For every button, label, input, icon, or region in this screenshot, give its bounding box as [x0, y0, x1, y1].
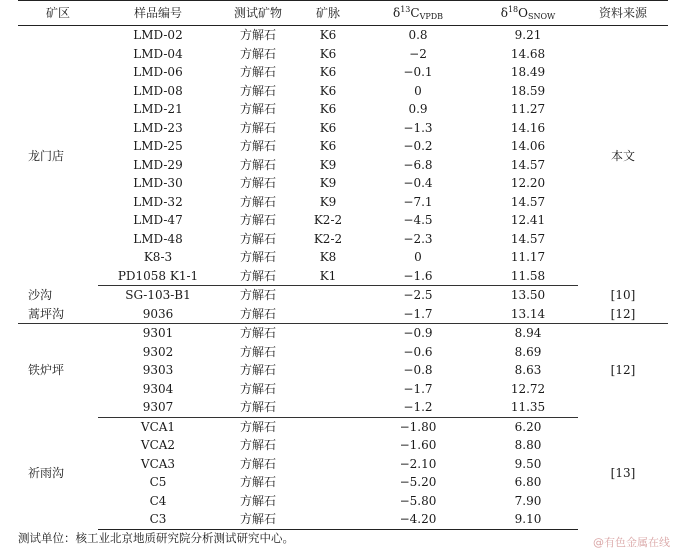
- d18o-cell: 18.49: [510, 65, 546, 79]
- vein-cell: K6: [319, 102, 337, 116]
- d18o-cell: 7.90: [514, 493, 542, 508]
- mineral-cell: 方解石: [239, 213, 276, 227]
- vein-cell: K6: [319, 28, 337, 42]
- table-row: [18, 137, 668, 156]
- region-cell: 蒿坪沟: [18, 305, 98, 324]
- d13c-cell: −1.7: [358, 305, 478, 324]
- table-row: [18, 156, 668, 175]
- table-row: [18, 473, 668, 492]
- d13c-cell: −2: [409, 46, 427, 61]
- table-row: [18, 26, 668, 45]
- mineral-cell: 方解石: [239, 419, 276, 434]
- sample-cell: 9301: [142, 326, 174, 340]
- element-symbol: O: [518, 6, 528, 20]
- sample-cell: VCA3: [140, 456, 176, 471]
- d13c-cell: −0.1: [403, 65, 433, 79]
- header-sample: 样品编号: [98, 1, 218, 26]
- sample-cell: LMD-30: [133, 176, 183, 190]
- vein-cell: [298, 361, 358, 380]
- table-row: [18, 45, 668, 64]
- table-row: [18, 380, 668, 399]
- mineral-cell: 方解石: [239, 475, 276, 489]
- mineral-cell: 方解石: [239, 102, 276, 116]
- header-vein: 矿脉: [298, 1, 358, 26]
- d18o-cell: 14.57: [510, 157, 546, 172]
- d18o-cell: 8.63: [514, 363, 542, 377]
- delta-symbol: δ: [392, 6, 401, 20]
- table-row: [18, 119, 668, 138]
- vein-cell: [298, 510, 358, 529]
- mineral-cell: 方解石: [239, 456, 276, 471]
- d13c-cell: −0.6: [403, 344, 433, 359]
- mineral-cell: 方解石: [239, 326, 276, 340]
- region-cell: 铁炉坪: [28, 363, 65, 378]
- vein-cell: K6: [319, 46, 337, 61]
- mineral-cell: 方解石: [239, 231, 276, 246]
- region-cell: 沙沟: [28, 287, 53, 302]
- d13c-cell: −0.4: [403, 176, 433, 190]
- d18o-cell: 13.14: [478, 305, 578, 324]
- table-row: [18, 174, 668, 193]
- table-row: [18, 193, 668, 212]
- vein-cell: K1: [298, 267, 358, 286]
- sample-cell: LMD-48: [133, 231, 183, 246]
- mineral-cell: 方解石: [218, 398, 298, 417]
- mineral-cell: 方解石: [239, 139, 276, 153]
- sample-cell: LMD-47: [133, 213, 183, 227]
- mineral-cell: 方解石: [239, 157, 276, 172]
- mineral-cell: 方解石: [239, 120, 276, 135]
- sample-cell: PD1058 K1-1: [98, 267, 218, 286]
- d18o-cell: 13.50: [510, 288, 546, 302]
- vein-cell: K6: [319, 139, 337, 153]
- sample-cell: VCA2: [140, 438, 176, 452]
- footnote: 测试单位：核工业北京地质研究院分析测试研究中心。: [18, 531, 294, 545]
- header-mineral: 测试矿物: [218, 1, 298, 26]
- sample-cell: 9303: [142, 363, 174, 377]
- vein-cell: K8: [319, 250, 337, 264]
- isotope-table: [18, 0, 668, 530]
- vein-cell: [298, 436, 358, 455]
- d18o-cell: 14.57: [510, 231, 546, 246]
- d18o-cell: 9.10: [478, 510, 578, 529]
- vein-cell: [298, 380, 358, 399]
- d13c-cell: −1.60: [399, 438, 437, 452]
- header-row: [18, 1, 668, 26]
- d18o-cell: 12.20: [510, 176, 546, 190]
- mineral-cell: 方解石: [239, 176, 276, 190]
- d13c-cell: −5.80: [399, 493, 437, 508]
- mineral-cell: 方解石: [239, 65, 276, 79]
- vein-cell: K6: [319, 120, 337, 135]
- d18o-cell: 14.16: [510, 120, 546, 135]
- table-row: [18, 286, 668, 305]
- source-cell: [12]: [610, 363, 636, 378]
- table-row: [18, 361, 668, 380]
- table-header: [18, 1, 668, 26]
- d18o-cell: 14.68: [510, 46, 546, 61]
- d13c-cell: −2.10: [399, 456, 437, 471]
- watermark: @有色金属在线: [593, 536, 670, 549]
- d13c-cell: 0: [414, 83, 422, 98]
- d13c-cell: −1.7: [403, 381, 433, 396]
- d13c-cell: −1.6: [358, 267, 478, 286]
- sample-cell: C5: [149, 475, 167, 489]
- mineral-cell: 方解石: [218, 510, 298, 529]
- sample-cell: K8-3: [143, 250, 173, 264]
- sample-cell: LMD-08: [133, 83, 183, 98]
- standard-label: VPDB: [419, 12, 444, 21]
- sample-cell: LMD-32: [133, 194, 183, 209]
- table-row: [18, 63, 668, 82]
- d13c-cell: −5.20: [399, 475, 437, 489]
- vein-cell: [298, 398, 358, 417]
- d18o-cell: 11.17: [510, 250, 546, 264]
- table-body: [18, 26, 668, 530]
- vein-cell: [298, 324, 358, 343]
- vein-cell: K6: [319, 83, 337, 98]
- table-row: [18, 267, 668, 286]
- d18o-cell: 6.20: [514, 419, 542, 434]
- source-cell: [12]: [578, 305, 668, 324]
- header-region: 矿区: [18, 1, 98, 26]
- sample-cell: LMD-29: [133, 157, 183, 172]
- sample-cell: LMD-04: [133, 46, 183, 61]
- d18o-cell: 12.72: [510, 381, 546, 396]
- d13c-cell: −2.3: [403, 231, 433, 246]
- source-cell: 本文: [610, 148, 635, 163]
- mineral-cell: 方解石: [218, 305, 298, 324]
- mineral-cell: 方解石: [239, 46, 276, 61]
- vein-cell: K6: [319, 65, 337, 79]
- d13c-cell: −0.9: [403, 326, 433, 340]
- table-row: [18, 305, 668, 324]
- vein-cell: K9: [319, 176, 337, 190]
- isotope-table-container: [18, 0, 668, 530]
- table-row: [18, 324, 668, 343]
- mineral-cell: 方解石: [239, 28, 276, 42]
- d18o-cell: 9.21: [514, 28, 542, 42]
- vein-cell: K9: [319, 194, 337, 209]
- vein-cell: [298, 492, 358, 511]
- vein-cell: K9: [319, 157, 337, 172]
- vein-cell: [298, 305, 358, 324]
- sample-cell: LMD-25: [133, 139, 183, 153]
- header-d13c: [358, 1, 478, 26]
- header-source: 资料来源: [578, 1, 668, 26]
- mineral-cell: 方解石: [218, 267, 298, 286]
- d13c-cell: −4.5: [403, 213, 433, 227]
- mineral-cell: 方解石: [239, 83, 276, 98]
- vein-cell: K2-2: [313, 213, 343, 227]
- table-row: [18, 248, 668, 267]
- d18o-cell: 8.94: [514, 326, 542, 340]
- region-cell: 祈雨沟: [28, 465, 65, 480]
- table-row: [18, 100, 668, 119]
- d18o-cell: 14.57: [510, 194, 546, 209]
- sample-cell: VCA1: [140, 419, 176, 434]
- d13c-cell: −4.20: [358, 510, 478, 529]
- mineral-cell: 方解石: [239, 250, 276, 264]
- sample-cell: 9302: [142, 344, 174, 359]
- mineral-cell: 方解石: [239, 363, 276, 377]
- sample-cell: LMD-23: [133, 120, 183, 135]
- d18o-cell: 11.27: [510, 102, 546, 116]
- d18o-cell: 8.80: [514, 438, 542, 452]
- vein-cell: [298, 473, 358, 492]
- vein-cell: K2-2: [313, 231, 343, 246]
- vein-cell: [298, 343, 358, 362]
- d13c-cell: −2.5: [403, 288, 433, 302]
- region-cell: 龙门店: [28, 148, 65, 163]
- mineral-cell: 方解石: [239, 194, 276, 209]
- sample-cell: LMD-21: [133, 102, 183, 116]
- element-symbol: C: [410, 6, 420, 20]
- table-row: [18, 510, 668, 529]
- sample-cell: SG-103-B1: [125, 288, 191, 302]
- vein-cell: [298, 455, 358, 474]
- table-row: [18, 492, 668, 511]
- vein-cell: [298, 417, 358, 436]
- d13c-cell: −7.1: [403, 194, 433, 209]
- mineral-cell: 方解石: [239, 438, 276, 452]
- mineral-cell: 方解石: [239, 381, 276, 396]
- sample-cell: 9304: [142, 381, 174, 396]
- mineral-cell: 方解石: [239, 493, 276, 508]
- d13c-cell: −0.2: [403, 139, 433, 153]
- vein-cell: [298, 286, 358, 305]
- source-cell: [13]: [610, 465, 636, 480]
- d18o-cell: 6.80: [514, 475, 542, 489]
- d13c-cell: −1.80: [399, 419, 437, 434]
- d13c-cell: −0.8: [403, 363, 433, 377]
- sample-cell: LMD-06: [133, 65, 183, 79]
- d13c-cell: −1.2: [358, 398, 478, 417]
- sample-cell: 9307: [98, 398, 218, 417]
- table-row: [18, 82, 668, 101]
- d18o-cell: 18.59: [510, 83, 546, 98]
- d13c-cell: 0: [414, 250, 422, 264]
- sample-cell: C4: [149, 493, 167, 508]
- table-row: [18, 436, 668, 455]
- sample-cell: 9036: [98, 305, 218, 324]
- standard-label: SNOW: [528, 12, 556, 21]
- table-row: [18, 455, 668, 474]
- isotope-mass: 13: [400, 5, 411, 14]
- d18o-cell: 9.50: [514, 456, 542, 471]
- delta-symbol: δ: [500, 6, 508, 20]
- table-row: [18, 230, 668, 249]
- table-row: [18, 398, 668, 417]
- table-row: [18, 343, 668, 362]
- mineral-cell: 方解石: [239, 288, 276, 302]
- sample-cell: C3: [98, 510, 218, 529]
- d13c-cell: 0.9: [408, 102, 428, 116]
- table-row: [18, 211, 668, 230]
- d18o-cell: 11.58: [478, 267, 578, 286]
- source-cell: [10]: [610, 287, 636, 302]
- d13c-cell: 0.8: [408, 28, 428, 42]
- mineral-cell: 方解石: [239, 344, 276, 359]
- sample-cell: LMD-02: [133, 28, 183, 42]
- d13c-cell: −1.3: [403, 120, 433, 135]
- isotope-mass: 18: [507, 5, 519, 14]
- d18o-cell: 12.41: [510, 213, 546, 227]
- table-row: [18, 417, 668, 436]
- d18o-cell: 11.35: [478, 398, 578, 417]
- d13c-cell: −6.8: [403, 157, 433, 172]
- d18o-cell: 8.69: [514, 344, 542, 359]
- header-d18o: [478, 1, 578, 26]
- d18o-cell: 14.06: [510, 139, 546, 153]
